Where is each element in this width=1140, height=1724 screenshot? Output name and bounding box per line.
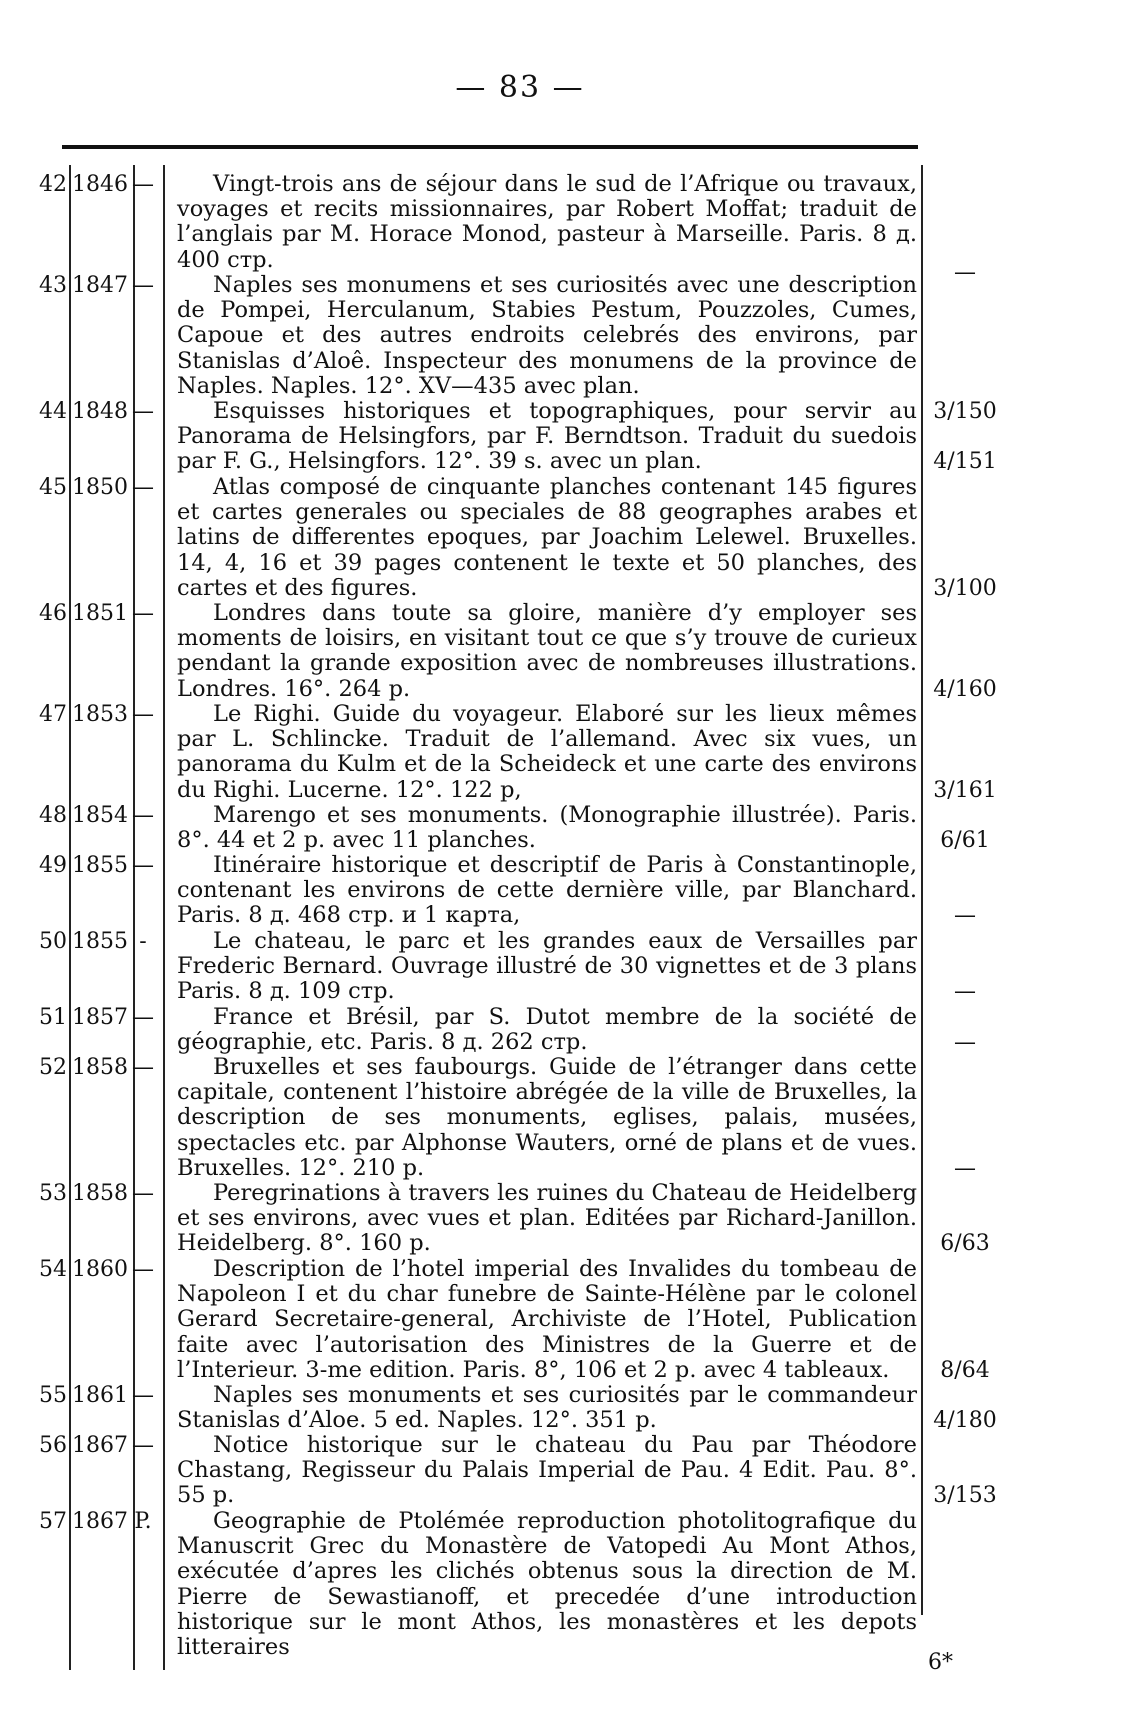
entry-mark: - — [139, 929, 147, 954]
entry-description: Description de l’hotel imperial des Invalides du tombeau de Napoleon I et du char funebre de Sainte-Hélène par le colonel Gerard Secretaire-general, Archiviste de l’Hotel, Publication faite avec l’autorisation des Ministres de la Guerre et de l’Interieur. 3-me edition. Paris. 8°, 106 et 2 p. avec 4 tableaux. — [177, 1256, 917, 1383]
entry-year: 1861 — [72, 1383, 128, 1408]
entry-number: 46 — [39, 601, 67, 626]
entry-year: 1860 — [72, 1257, 128, 1282]
entry-mark: — — [132, 803, 154, 828]
entry-number: 48 — [39, 803, 67, 828]
entry-description: Bruxelles et ses faubourgs. Guide de l’étranger dans cette capitale, contenent l’histoire abrégée de la ville de Bruxelles, la description de ses monuments, eglises, palais, musées, spectacles etc. par Alphonse Wauters, orné de plans et de vues. Bruxelles. 12°. 210 p. — [177, 1054, 917, 1181]
entry-description: Esquisses historiques et topographiques, pour servir au Panorama de Helsingfors, par F. Berndtson. Traduit du suedois par F. G., Helsingfors. 12°. 39 s. avec un plan. — [177, 398, 917, 475]
entry-year: 1848 — [72, 399, 128, 424]
page-number: — 83 — — [455, 70, 585, 105]
entry-year: 1867 — [72, 1509, 128, 1534]
entry-year: 1851 — [72, 601, 128, 626]
entry-price: 4/180 — [933, 1408, 997, 1433]
entry-description: Naples ses monuments et ses curiosités par le commandeur Stanislas d’Aloe. 5 ed. Naples. 12°. 351 p. — [177, 1382, 917, 1434]
signature-mark: 6* — [928, 1650, 953, 1675]
entry-year: 1847 — [72, 273, 128, 298]
entry-mark: — — [132, 1055, 154, 1080]
entry-description: Atlas composé de cinquante planches contenant 145 figures et cartes generales ou speciales de 88 geographes arabes et latins de differentes epoques, par Joachim Lelewel. Bruxelles. 14, 4, 16 et 39 pages contenent le texte et 50 planches, des cartes et des figures. — [177, 474, 917, 601]
entry-mark: — — [132, 1005, 154, 1030]
entry-year: 1853 — [72, 702, 128, 727]
entry-number: 44 — [39, 399, 67, 424]
entry-mark: — — [132, 1383, 154, 1408]
entry-description: Itinéraire historique et descriptif de Paris à Constantinople, contenant les environs de cette dernière ville, par Blanchard. Paris. 8 д. 468 стр. и 1 карта, — [177, 852, 917, 929]
entry-number: 45 — [39, 475, 67, 500]
entry-year: 1854 — [72, 803, 128, 828]
entry-number: 53 — [39, 1181, 67, 1206]
entry-description: Le Righi. Guide du voyageur. Elaboré sur les lieux mêmes par L. Schlincke. Traduit de l’allemand. Avec six vues, un panorama du Kulm et de la Scheideck et une carte des environs du Righi. Lucerne. 12°. 122 p, — [177, 701, 917, 803]
entry-number: 51 — [39, 1005, 67, 1030]
entry-price: 4/151 — [933, 449, 997, 474]
entry-price: 4/160 — [933, 677, 997, 702]
entry-number: 55 — [39, 1383, 67, 1408]
entry-mark: — — [132, 273, 154, 298]
entry-number: 54 — [39, 1257, 67, 1282]
header-rule — [62, 145, 918, 149]
entry-price: — — [954, 903, 976, 928]
entry-year: 1858 — [72, 1181, 128, 1206]
entry-price: 6/61 — [940, 828, 990, 853]
entry-price: — — [954, 260, 976, 285]
entry-number: 42 — [39, 172, 67, 197]
entry-price: 3/153 — [933, 1483, 997, 1508]
entry-mark: — — [132, 475, 154, 500]
entry-mark: — — [132, 399, 154, 424]
entry-description: Vingt-trois ans de séjour dans le sud de l’Afrique ou travaux, voyages et recits missionnaires, par Robert Moffat; traduit de l’anglais par M. Horace Monod, pasteur à Marseille. Paris. 8 д. 400 стр. — [177, 171, 917, 273]
entry-number: 49 — [39, 853, 67, 878]
entry-price: — — [954, 1156, 976, 1181]
entry-year: 1855 — [72, 853, 128, 878]
column-rule-text — [921, 165, 923, 1615]
entry-mark: — — [132, 702, 154, 727]
entry-description: Le chateau, le parc et les grandes eaux de Versailles par Frederic Bernard. Ouvrage illustré de 30 vignettes et de 3 plans Paris. 8 д. 109 стр. — [177, 928, 917, 1005]
entry-mark: — — [132, 853, 154, 878]
entry-number: 56 — [39, 1433, 67, 1458]
entry-description: Marengo et ses monuments. (Monographie illustrée). Paris. 8°. 44 et 2 p. avec 11 planches. — [177, 802, 917, 854]
entry-mark: P. — [134, 1509, 152, 1534]
column-rule-mark — [163, 165, 165, 1670]
entry-price: — — [954, 1030, 976, 1055]
entry-year: 1855 — [72, 929, 128, 954]
entry-year: 1857 — [72, 1005, 128, 1030]
entry-price: 3/100 — [933, 576, 997, 601]
column-rule-number — [69, 165, 71, 1670]
entry-year: 1850 — [72, 475, 128, 500]
entry-year: 1846 — [72, 172, 128, 197]
entry-number: 43 — [39, 273, 67, 298]
entry-year: 1867 — [72, 1433, 128, 1458]
entry-mark: — — [132, 1433, 154, 1458]
entry-year: 1858 — [72, 1055, 128, 1080]
entry-description: Peregrinations à travers les ruines du Chateau de Heidelberg et ses environs, avec vues et plan. Editées par Richard-Janillon. Heidelberg. 8°. 160 p. — [177, 1180, 917, 1257]
entry-description: Londres dans toute sa gloire, manière d’y employer ses moments de loisirs, en visitant tout ce que s’y trouve de curieux pendant la grande exposition avec de nombreuses illustrations. Londres. 16°. 264 p. — [177, 600, 917, 702]
entry-price: — — [954, 979, 976, 1004]
entry-mark: — — [132, 1181, 154, 1206]
entry-number: 57 — [39, 1509, 67, 1534]
entry-number: 47 — [39, 702, 67, 727]
entry-number: 50 — [39, 929, 67, 954]
entry-description: Notice historique sur le chateau du Pau par Théodore Chastang, Regisseur du Palais Imperial de Pau. 4 Edit. Pau. 8°. 55 p. — [177, 1432, 917, 1509]
entry-description: Naples ses monumens et ses curiosités avec une description de Pompei, Herculanum, Stabies Pestum, Pouzzoles, Cumes, Capoue et des autres endroits celebrés des environs, par Stanislas d’Aloê. Inspecteur des monumens de la province de Naples. Naples. 12°. XV—435 avec plan. — [177, 272, 917, 399]
entry-mark: — — [132, 172, 154, 197]
entry-price: 6/63 — [940, 1231, 990, 1256]
entry-description: France et Brésil, par S. Dutot membre de la société de géographie, etc. Paris. 8 д. 262 стр. — [177, 1004, 917, 1056]
entry-price: 3/150 — [933, 399, 997, 424]
entry-description: Geographie de Ptolémée reproduction photolitografique du Manuscrit Grec du Monastère de Vatopedi Au Mont Athos, exécutée d’apres les clichés obtenus sous la direction de M. Pierre de Sewastianoff, et precedée d’une introduction historique sur le mont Athos, les monastères et les depots litteraires — [177, 1508, 917, 1661]
entry-price: 8/64 — [940, 1358, 990, 1383]
entry-mark: — — [132, 1257, 154, 1282]
entry-number: 52 — [39, 1055, 67, 1080]
entry-price: 3/161 — [933, 778, 997, 803]
entry-mark: — — [132, 601, 154, 626]
